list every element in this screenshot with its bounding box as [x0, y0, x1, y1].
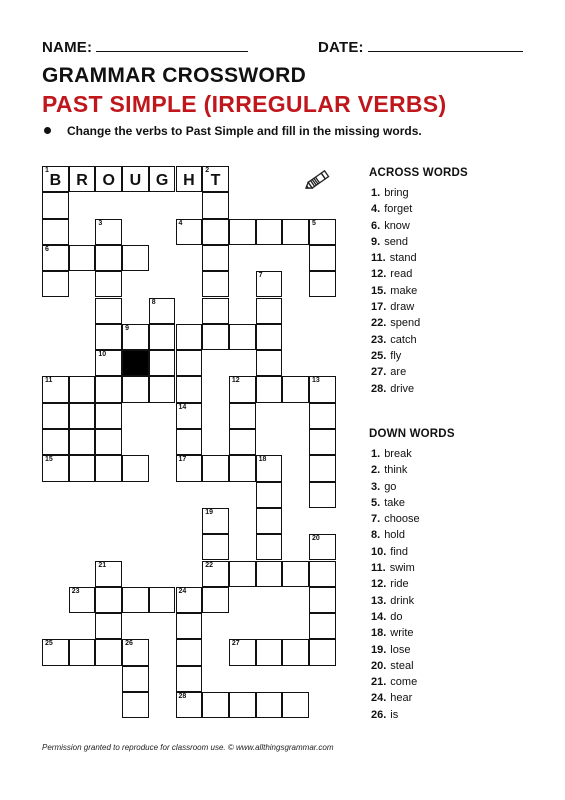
grid-cell[interactable]	[229, 376, 256, 402]
clue-word: make	[390, 284, 418, 297]
down-clue	[369, 462, 455, 478]
clue-number: 10	[98, 351, 107, 359]
clue-num: 11.	[371, 562, 386, 575]
clue-number: 12	[231, 377, 240, 385]
grid-cell[interactable]	[202, 271, 229, 297]
across-clue	[369, 266, 468, 282]
clue-number: 15	[45, 456, 53, 464]
cell-letter: G	[155, 172, 169, 190]
grid-cell[interactable]	[95, 455, 122, 481]
grid-cell[interactable]	[229, 639, 256, 665]
grid-cell[interactable]	[176, 613, 203, 639]
clue-word: lose	[390, 643, 411, 656]
clue-number: 9	[125, 324, 129, 332]
grid-cell[interactable]	[202, 455, 229, 481]
grid-cell[interactable]	[202, 166, 229, 192]
grid-cell[interactable]	[256, 324, 283, 350]
clue-num: 28.	[371, 382, 387, 395]
clue-word: draw	[390, 301, 415, 314]
across-heading: ACROSS WORDS	[369, 167, 468, 179]
grid-cell[interactable]	[95, 429, 122, 455]
clue-number: 6	[45, 245, 49, 253]
clue-num: 12.	[371, 268, 387, 281]
clue-word: forget	[384, 203, 413, 216]
grid-cell[interactable]	[309, 376, 336, 402]
grid-cell[interactable]	[256, 639, 283, 665]
grid-cell[interactable]	[69, 639, 96, 665]
clue-number: 11	[45, 377, 53, 385]
grid-cell[interactable]	[256, 508, 283, 534]
clue-num: 1.	[371, 187, 381, 199]
grid-cell[interactable]	[202, 587, 229, 613]
down-list	[369, 446, 455, 723]
black-cell	[122, 350, 149, 376]
clue-number: 26	[125, 640, 133, 648]
across-clue	[369, 283, 468, 299]
grid-cell[interactable]	[95, 561, 122, 587]
grid-cell[interactable]	[256, 561, 283, 587]
clue-word: bring	[384, 187, 409, 199]
clue-number: 24	[178, 587, 187, 595]
grid-cell[interactable]	[229, 429, 256, 455]
grid-cell[interactable]	[149, 587, 176, 613]
grid-cell[interactable]	[69, 245, 96, 271]
grid-cell[interactable]	[149, 166, 176, 192]
grid-cell[interactable]	[256, 298, 283, 324]
grid-cell[interactable]	[42, 271, 69, 297]
grid-cell[interactable]	[256, 455, 283, 481]
grid-cell[interactable]	[69, 166, 96, 192]
grid-cell[interactable]	[42, 245, 69, 271]
grid-cell[interactable]	[122, 692, 149, 718]
grid-cell[interactable]	[176, 455, 203, 481]
clue-word: choose	[384, 513, 420, 526]
down-clue	[369, 495, 455, 511]
clue-number: 2	[205, 167, 210, 174]
grid-cell[interactable]	[95, 219, 122, 245]
grid-cell[interactable]	[256, 219, 283, 245]
grid-cell[interactable]	[42, 166, 69, 192]
across-clue	[369, 299, 468, 315]
grid-cell[interactable]	[202, 561, 229, 587]
across-clue	[369, 234, 468, 250]
across-clues	[369, 167, 468, 397]
grid-cell[interactable]	[202, 324, 229, 350]
grid-cell[interactable]	[229, 324, 256, 350]
down-clue	[369, 544, 455, 560]
clue-word: read	[390, 268, 413, 281]
cell-letter: B	[49, 172, 62, 190]
grid-cell[interactable]	[69, 429, 96, 455]
grid-cell[interactable]	[309, 534, 336, 560]
clue-num: 12.	[371, 578, 387, 591]
clue-num: 19.	[371, 643, 387, 656]
grid-cell[interactable]	[176, 350, 203, 376]
clue-number: 3	[98, 219, 103, 227]
grid-cell[interactable]	[95, 298, 122, 324]
clue-number: 25	[45, 640, 53, 648]
cell-letter: T	[210, 172, 221, 190]
grid-cell[interactable]	[256, 692, 283, 718]
clue-word: steal	[390, 659, 414, 672]
grid-cell[interactable]	[95, 324, 122, 350]
clue-num: 1.	[371, 448, 381, 460]
grid-cell[interactable]	[282, 692, 309, 718]
clue-number: 17	[178, 456, 187, 464]
grid-cell[interactable]	[309, 639, 336, 665]
grid-cell[interactable]	[202, 692, 229, 718]
down-clue	[369, 511, 455, 527]
down-clue	[369, 658, 455, 674]
clue-number: 8	[151, 298, 156, 306]
down-clue	[369, 446, 455, 462]
down-clue	[369, 642, 455, 658]
across-clue	[369, 201, 468, 217]
grid-cell[interactable]	[42, 219, 69, 245]
clue-num: 27.	[371, 366, 387, 379]
down-clue	[369, 609, 455, 625]
clue-word: break	[384, 448, 412, 460]
grid-cell[interactable]	[282, 219, 309, 245]
clue-word: know	[384, 219, 410, 232]
name-field[interactable]	[42, 38, 248, 56]
grid-cell[interactable]	[95, 403, 122, 429]
down-clue	[369, 690, 455, 706]
clue-num: 24.	[371, 692, 387, 705]
clue-number: 27	[231, 640, 240, 648]
grid-cell[interactable]	[95, 350, 122, 376]
page-subtitle: PAST SIMPLE (IRREGULAR VERBS)	[42, 91, 447, 117]
clue-number: 13	[312, 377, 320, 385]
grid-cell[interactable]	[95, 245, 122, 271]
grid-cell[interactable]	[42, 455, 69, 481]
grid-cell[interactable]	[309, 403, 336, 429]
grid-cell[interactable]	[282, 376, 309, 402]
clue-num: 4.	[371, 203, 381, 216]
clue-number: 23	[71, 587, 80, 595]
grid-cell[interactable]	[176, 324, 203, 350]
grid-cell[interactable]	[95, 587, 122, 613]
date-field[interactable]	[318, 38, 523, 56]
down-clue	[369, 674, 455, 690]
clue-num: 22.	[371, 317, 387, 330]
clue-num: 3.	[371, 480, 381, 493]
grid-cell[interactable]	[309, 613, 336, 639]
clue-num: 23.	[371, 333, 387, 346]
grid-cell[interactable]	[256, 534, 283, 560]
clue-number: 21	[98, 561, 107, 569]
clue-word: are	[390, 366, 407, 379]
grid-cell[interactable]	[256, 376, 283, 402]
grid-cell[interactable]	[122, 166, 149, 192]
across-clue	[369, 218, 468, 234]
clue-word: catch	[390, 333, 417, 346]
across-clue	[369, 348, 468, 364]
cell-letter: H	[183, 172, 195, 190]
grid-cell[interactable]	[229, 455, 256, 481]
down-clue	[369, 479, 455, 495]
down-clue	[369, 625, 455, 641]
bullet-icon	[44, 127, 51, 134]
clue-num: 17.	[371, 301, 387, 314]
clue-word: take	[384, 496, 405, 509]
name-label: NAME:	[42, 39, 93, 56]
grid-cell[interactable]	[122, 245, 149, 271]
grid-cell[interactable]	[69, 376, 96, 402]
clue-word: hear	[390, 692, 413, 705]
grid-cell[interactable]	[42, 639, 69, 665]
grid-cell[interactable]	[176, 666, 203, 692]
clue-word: drive	[390, 382, 415, 395]
grid-cell[interactable]	[122, 324, 149, 350]
clue-num: 15.	[371, 284, 387, 297]
grid-cell[interactable]	[69, 455, 96, 481]
grid-cell[interactable]	[202, 245, 229, 271]
grid-cell[interactable]	[42, 376, 69, 402]
cell-letter: O	[102, 172, 115, 190]
clue-word: ride	[390, 578, 409, 591]
down-clues	[369, 428, 455, 723]
grid-cell[interactable]	[95, 613, 122, 639]
across-clue	[369, 250, 468, 266]
grid-cell[interactable]	[256, 482, 283, 508]
clue-num: 13.	[371, 594, 387, 607]
down-clue	[369, 576, 455, 592]
across-clue	[369, 332, 468, 348]
instruction-text: Change the verbs to Past Simple and fill in the missing words.	[67, 124, 422, 138]
cell-letter: R	[76, 172, 88, 190]
down-clue	[369, 527, 455, 543]
grid-cell[interactable]	[69, 403, 96, 429]
grid-cell[interactable]	[176, 166, 203, 192]
grid-cell[interactable]	[309, 482, 336, 508]
grid-cell[interactable]	[122, 639, 149, 665]
clue-number: 19	[205, 508, 213, 516]
grid-cell[interactable]	[122, 666, 149, 692]
grid-cell[interactable]	[229, 403, 256, 429]
grid-cell[interactable]	[309, 455, 336, 481]
grid-cell[interactable]	[229, 692, 256, 718]
clue-num: 8.	[371, 529, 381, 542]
name-line[interactable]	[96, 38, 248, 52]
date-label: DATE:	[318, 39, 364, 56]
clue-num: 26.	[371, 708, 387, 721]
clue-num: 18.	[371, 627, 387, 640]
clue-num: 25.	[371, 349, 387, 362]
instruction	[44, 124, 422, 138]
grid-cell[interactable]	[309, 429, 336, 455]
clue-num: 5.	[371, 496, 381, 509]
grid-cell[interactable]	[176, 219, 203, 245]
date-line[interactable]	[368, 38, 523, 52]
grid-cell[interactable]	[256, 350, 283, 376]
grid-cell[interactable]	[202, 219, 229, 245]
grid-cell[interactable]	[176, 403, 203, 429]
across-clue	[369, 185, 468, 201]
cell-letter: U	[129, 172, 142, 190]
grid-cell[interactable]	[202, 192, 229, 218]
grid-cell[interactable]	[309, 587, 336, 613]
clue-number: 18	[258, 456, 267, 464]
across-clue	[369, 381, 468, 397]
clue-number: 7	[258, 272, 263, 280]
grid-cell[interactable]	[202, 508, 229, 534]
clue-word: send	[384, 235, 409, 248]
grid-cell[interactable]	[202, 534, 229, 560]
clue-word: fly	[390, 349, 402, 362]
down-clue	[369, 560, 455, 576]
grid-cell[interactable]	[176, 692, 203, 718]
grid-cell[interactable]	[42, 192, 69, 218]
grid-cell[interactable]	[309, 561, 336, 587]
grid-cell[interactable]	[256, 271, 283, 297]
clue-number: 22	[205, 561, 213, 569]
grid-cell[interactable]	[229, 219, 256, 245]
footer-note: Permission granted to reproduce for classroom use. © www.allthingsgrammar.com	[42, 743, 334, 752]
clue-word: hold	[384, 529, 405, 542]
grid-cell[interactable]	[42, 429, 69, 455]
grid-cell[interactable]	[122, 376, 149, 402]
down-clue	[369, 707, 455, 723]
clue-number: 14	[178, 403, 187, 411]
clue-num: 20.	[371, 659, 387, 672]
grid-cell[interactable]	[176, 587, 203, 613]
grid-cell[interactable]	[309, 219, 336, 245]
grid-cell[interactable]	[149, 298, 176, 324]
down-heading: DOWN WORDS	[369, 428, 455, 440]
clue-number: 20	[312, 535, 320, 543]
grid-cell[interactable]	[282, 639, 309, 665]
clue-word: do	[390, 610, 403, 623]
grid-cell[interactable]	[176, 376, 203, 402]
grid-cell[interactable]	[122, 587, 149, 613]
grid-cell[interactable]	[95, 166, 122, 192]
clue-word: drink	[390, 594, 415, 607]
clue-number: 28	[178, 693, 187, 700]
clue-number: 5	[312, 219, 316, 227]
across-clue	[369, 364, 468, 380]
clue-num: 10.	[371, 545, 387, 558]
clue-word: stand	[389, 252, 417, 265]
grid-cell[interactable]	[122, 455, 149, 481]
clue-num: 9.	[371, 235, 381, 248]
clue-num: 7.	[371, 513, 381, 526]
grid-cell[interactable]	[149, 350, 176, 376]
clue-number: 4	[178, 219, 183, 227]
clue-word: write	[390, 627, 414, 640]
clue-word: find	[390, 545, 409, 558]
across-list	[369, 185, 468, 397]
grid-cell[interactable]	[309, 271, 336, 297]
grid-cell[interactable]	[229, 561, 256, 587]
clue-word: swim	[389, 562, 415, 575]
clue-num: 11.	[371, 252, 386, 265]
grid-cell[interactable]	[95, 639, 122, 665]
page-title: GRAMMAR CROSSWORD	[42, 64, 307, 87]
grid-cell[interactable]	[95, 376, 122, 402]
grid-cell[interactable]	[42, 403, 69, 429]
clue-num: 2.	[371, 464, 381, 477]
grid-cell[interactable]	[176, 639, 203, 665]
clue-word: come	[390, 676, 418, 689]
clue-word: think	[384, 464, 408, 477]
clue-word: go	[384, 480, 397, 493]
grid-cell[interactable]	[202, 298, 229, 324]
grid-cell[interactable]	[149, 376, 176, 402]
grid-cell[interactable]	[95, 271, 122, 297]
grid-cell[interactable]	[176, 429, 203, 455]
clue-num: 14.	[371, 610, 387, 623]
pencil-icon	[302, 168, 332, 194]
grid-cell[interactable]	[149, 324, 176, 350]
grid-cell[interactable]	[69, 587, 96, 613]
grid-cell[interactable]	[282, 561, 309, 587]
clue-num: 21.	[371, 676, 387, 689]
clue-number: 1	[45, 167, 49, 174]
clue-word: is	[390, 708, 399, 721]
clue-num: 6.	[371, 219, 381, 232]
grid-cell[interactable]	[309, 245, 336, 271]
down-clue	[369, 593, 455, 609]
clue-word: spend	[390, 317, 421, 330]
across-clue	[369, 315, 468, 331]
